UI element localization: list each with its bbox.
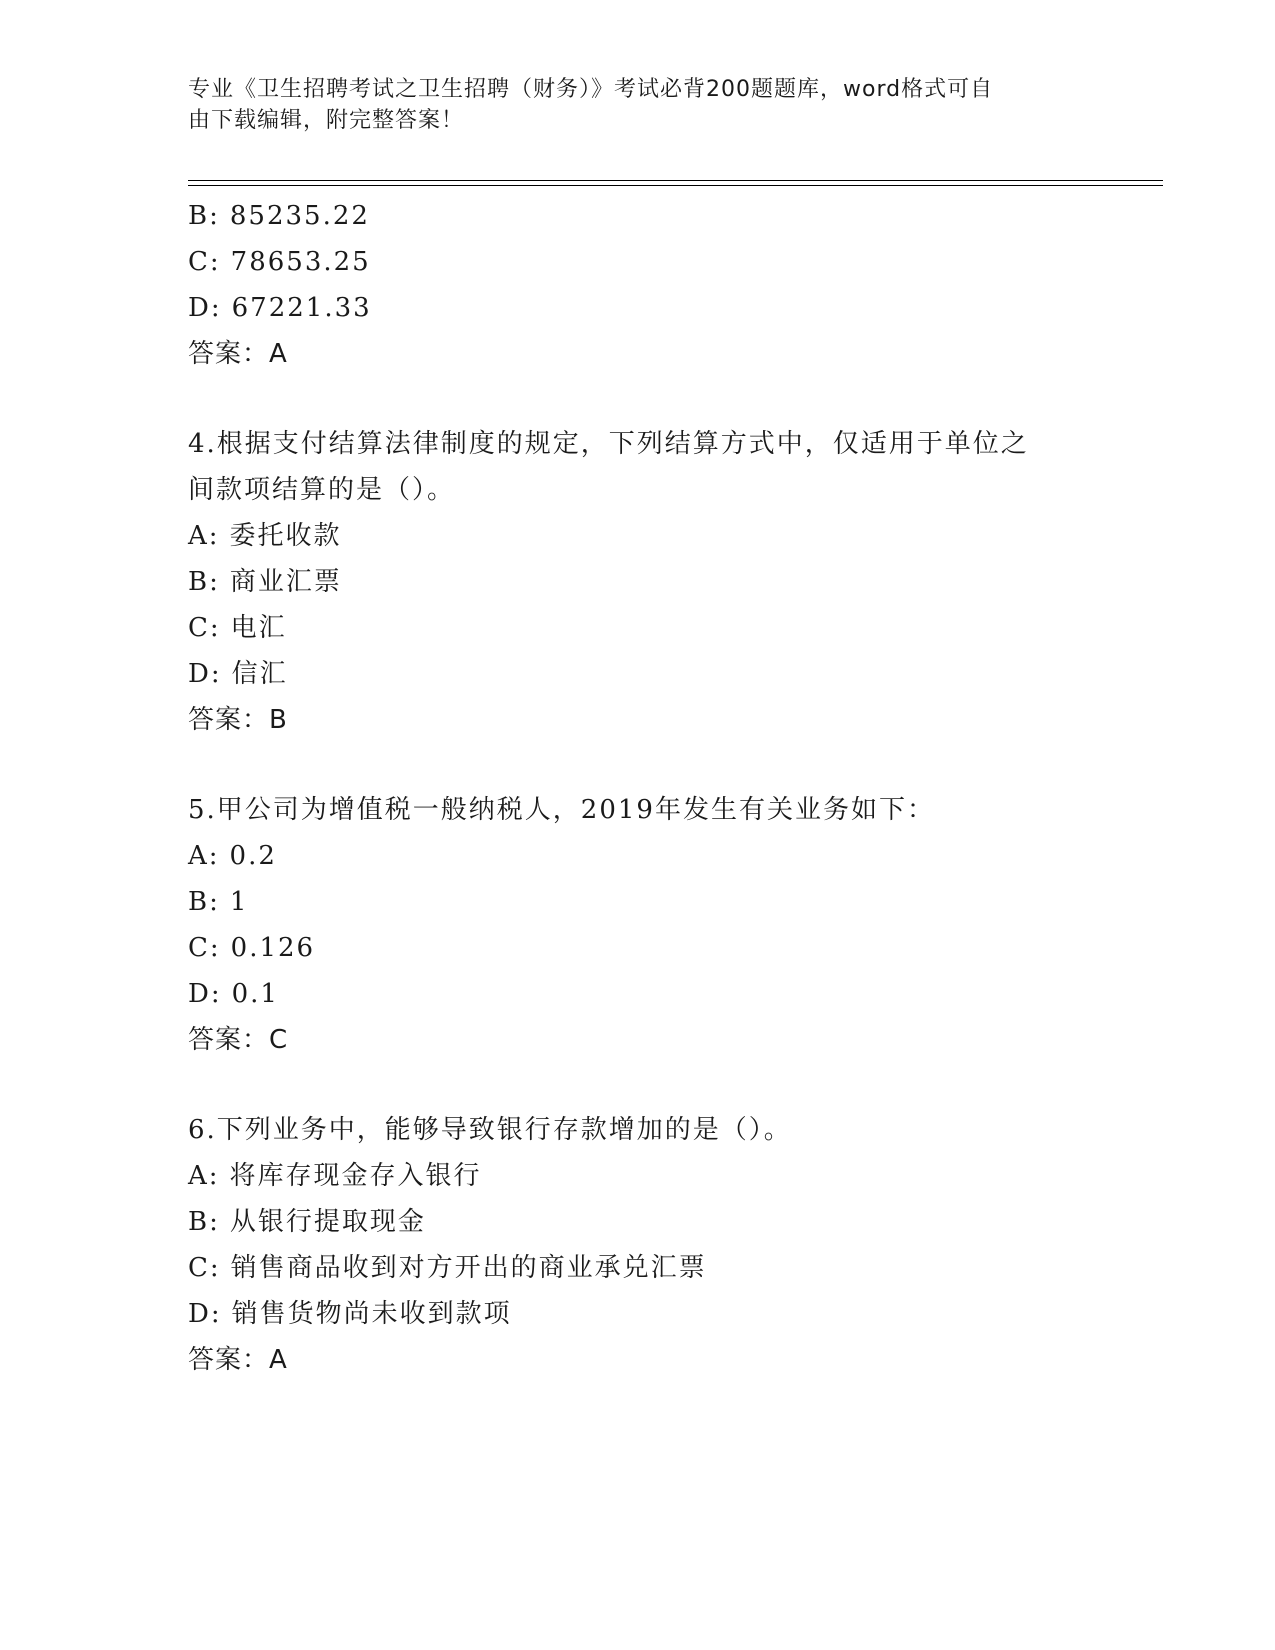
option-c: C: 0.126 (188, 933, 316, 963)
option-a: A: 委托收款 (188, 521, 342, 551)
question-stem-line-1: 5.甲公司为增值税一般纳税人，2019年发生有关业务如下： (188, 795, 935, 825)
answer: 答案：A (188, 1345, 288, 1375)
document-header (188, 74, 1068, 136)
header-divider-bottom (188, 185, 1163, 186)
answer: 答案：C (188, 1025, 289, 1055)
option-d: D: 信汇 (188, 659, 288, 689)
header-line-1: 专业《卫生招聘考试之卫生招聘（财务）》考试必背200题题库，word格式可自 (188, 77, 994, 102)
question-block-6 (188, 1107, 1088, 1383)
question-block-3-continued (188, 193, 1088, 377)
option-c: C: 销售商品收到对方开出的商业承兑汇票 (188, 1253, 707, 1283)
option-a: A: 0.2 (188, 841, 277, 871)
option-c: C: 电汇 (188, 613, 287, 643)
header-line-2: 由下载编辑，附完整答案！ (188, 108, 465, 133)
question-list (188, 193, 1088, 1383)
question-stem-line-1: 6.下列业务中，能够导致银行存款增加的是（）。 (188, 1115, 792, 1145)
option-b: B: 商业汇票 (188, 567, 342, 597)
header-divider-top (188, 180, 1163, 181)
answer: 答案：B (188, 705, 288, 735)
option-d: D: 0.1 (188, 979, 279, 1009)
option-b: B: 1 (188, 887, 249, 917)
question-block-5 (188, 787, 1088, 1063)
option-a: A: 将库存现金存入银行 (188, 1161, 482, 1191)
option-d: D: 67221.33 (188, 293, 372, 323)
option-c: C: 78653.25 (188, 247, 371, 277)
option-b: B: 85235.22 (188, 201, 370, 231)
answer: 答案：A (188, 339, 288, 369)
question-block-4 (188, 421, 1088, 743)
option-d: D: 销售货物尚未收到款项 (188, 1299, 512, 1329)
question-stem-line-1: 4.根据支付结算法律制度的规定，下列结算方式中，仅适用于单位之 (188, 429, 1029, 459)
question-stem-line-2: 间款项结算的是（）。 (188, 475, 456, 505)
option-b: B: 从银行提取现金 (188, 1207, 426, 1237)
